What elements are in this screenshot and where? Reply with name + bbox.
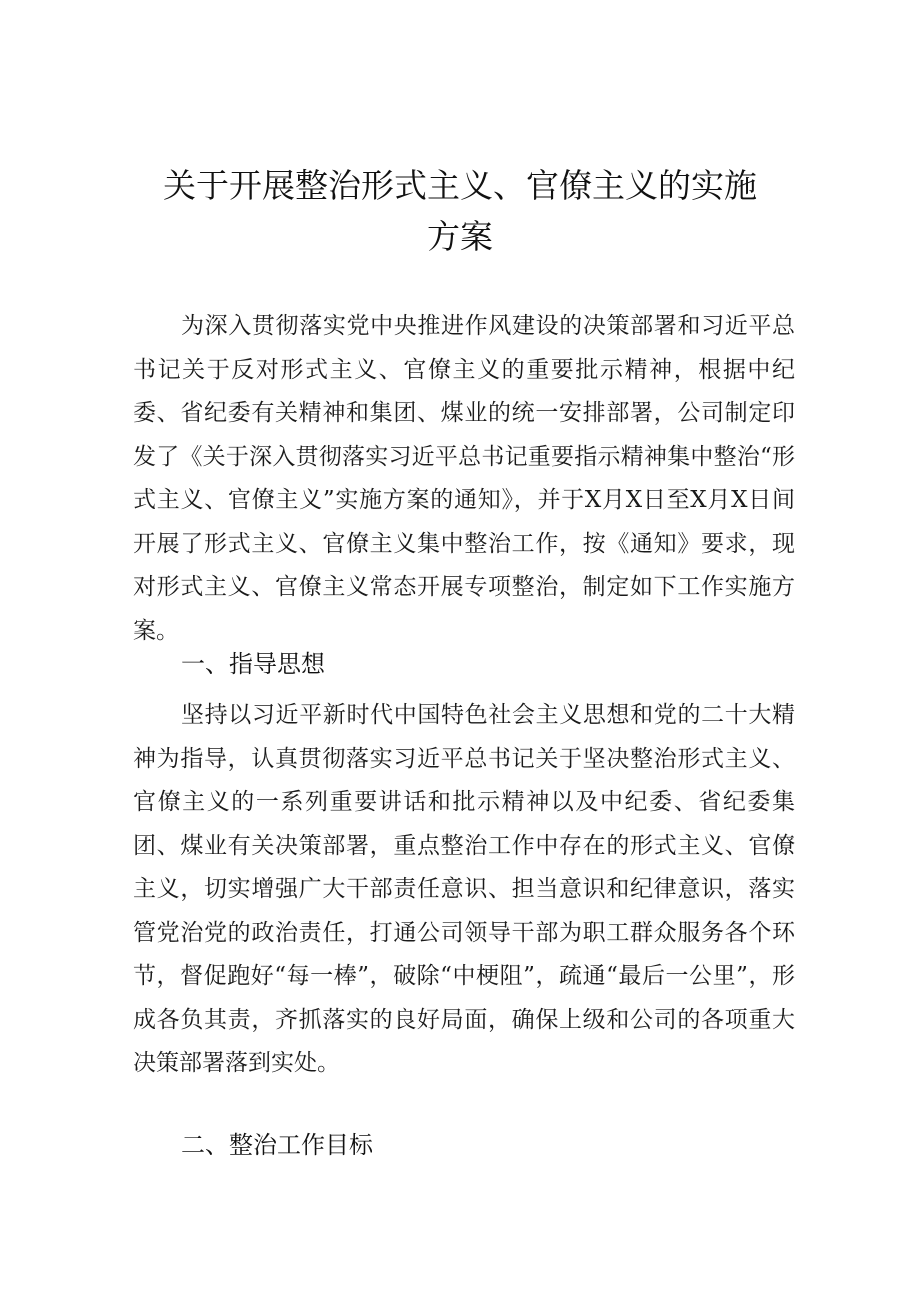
document-title-line-2: 方案 [427,217,493,256]
guiding-ideology-paragraph: 坚持以习近平新时代中国特色社会主义思想和党的二十大精神为指导，认真贯彻落实习近平总书记关于坚决整治形式主义、官僚主义的一系列重要讲话和批示精神以及中纪委、省纪委集团、煤业有关决策部署，重点整治工作中存在的形式主义、官僚主义，切实增强广大干部责任意识、担当意识和纪律意识，落实管党治党的政治责任，打通公司领导干部为职工群众服务各个环节，督促跑好“每一棒”，破除“中梗阻”，疏通“最后一公里”，形成各负其责，齐抓落实的良好局面，确保上级和公司的各项重大决策部署落到实处。 [133,702,795,1076]
section-heading-guiding-ideology: 一、指导思想 [181,650,325,678]
section-heading-rectification-goals: 二、整治工作目标 [181,1131,373,1159]
document-title-line-1: 关于开展整治形式主义、官僚主义的实施 [163,166,757,205]
intro-paragraph: 为深入贯彻落实党中央推进作风建设的决策部署和习近平总书记关于反对形式主义、官僚主义的重要批示精神，根据中纪委、省纪委有关精神和集团、煤业的统一安排部署，公司制定印发了《关于深入贯彻落实习近平总书记重要指示精神集中整治“形式主义、官僚主义”实施方案的通知》，并于X月X日至X月X日间开展了形式主义、官僚主义集中整治工作，按《通知》要求，现对形式主义、官僚主义常态开展专项整治，制定如下工作实施方案。 [133,313,795,644]
